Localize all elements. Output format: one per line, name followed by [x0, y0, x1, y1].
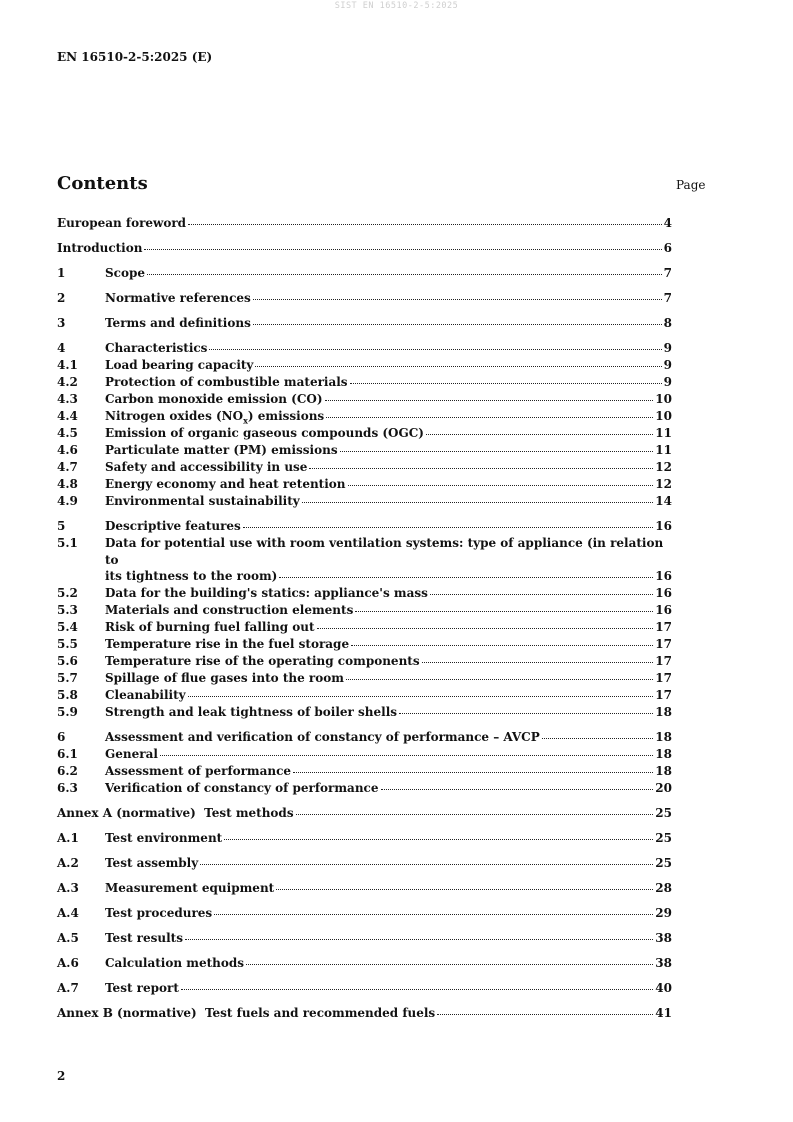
toc-entry-number: 5.5	[57, 637, 78, 652]
toc-entry-page: 16	[655, 603, 672, 618]
toc-entry-a-1[interactable]	[57, 830, 672, 847]
toc-entry-number: 4.5	[57, 426, 78, 440]
toc-entry-page: 6	[663, 241, 672, 256]
toc-entry-6-2[interactable]	[57, 763, 672, 780]
toc-entry-title: Normative references	[105, 291, 251, 306]
page-number: 2	[57, 1069, 66, 1083]
toc-entry-title: Test procedures	[105, 905, 213, 920]
toc-entry-a-5[interactable]	[57, 930, 672, 947]
toc-entry-title: Annex B (normative) Test fuels and recommended fuels	[57, 1006, 436, 1021]
toc-entry-4-2[interactable]	[57, 374, 672, 391]
toc-entry-6-3[interactable]	[57, 780, 672, 797]
toc-entry-number: 5	[57, 518, 66, 533]
dot-leader	[276, 888, 653, 890]
toc-entry-page: 20	[655, 780, 672, 795]
toc-entry-avcp[interactable]	[57, 729, 672, 746]
dot-leader	[340, 450, 654, 452]
toc-entry-page: 16	[655, 586, 672, 601]
toc-entry-number: 4.3	[57, 392, 78, 407]
toc-entry-european-foreword[interactable]	[57, 215, 672, 232]
toc-entry-title: Calculation methods	[105, 956, 245, 971]
toc-entry-page: 9	[663, 341, 672, 356]
toc-entry-5-5[interactable]	[57, 636, 672, 653]
dot-leader	[326, 416, 653, 418]
toc-entry-page: 11	[655, 426, 672, 440]
toc-entry-4-3[interactable]	[57, 391, 672, 408]
toc-entry-page: 38	[655, 931, 672, 946]
dot-leader	[160, 754, 653, 756]
toc-entry-page: 9	[663, 358, 672, 373]
toc-entry-page: 41	[655, 1006, 672, 1021]
toc-entry-number: 4.8	[57, 476, 78, 491]
toc-entry-number: 5.7	[57, 670, 78, 685]
toc-entry-title: Spillage of flue gases into the room	[105, 670, 344, 685]
dot-leader	[296, 813, 654, 815]
toc-entry-number: A.5	[57, 931, 79, 946]
page-column-label: Page	[676, 178, 706, 192]
toc-entry-a-6[interactable]	[57, 955, 672, 972]
dot-leader	[279, 576, 653, 578]
toc-entry-normative-references[interactable]	[57, 290, 672, 307]
dot-leader	[243, 526, 653, 528]
toc-entry-page: 16	[655, 518, 672, 533]
toc-entry-page: 7	[663, 266, 672, 281]
toc-entry-number: 6.3	[57, 780, 78, 795]
toc-entry-descriptive-features[interactable]	[57, 518, 672, 535]
toc-entry-page: 4	[663, 216, 672, 230]
toc-entry-number: 6.1	[57, 746, 78, 761]
toc-entry-title: Energy economy and heat retention	[105, 476, 346, 491]
toc-entry-title: Characteristics	[105, 341, 208, 356]
dot-leader	[426, 433, 653, 435]
toc-entry-characteristics[interactable]	[57, 340, 672, 357]
toc-entry-title: Data for the building's statics: appliance's mass	[105, 586, 428, 601]
contents-title: Contents	[57, 173, 148, 194]
dot-leader	[246, 963, 653, 965]
toc-entry-number: 5.2	[57, 586, 78, 601]
toc-entry-title: Environmental sustainability	[105, 493, 300, 508]
toc-entry-page: 17	[655, 653, 672, 668]
toc-entry-4-5[interactable]	[57, 425, 672, 442]
dot-leader	[350, 382, 662, 384]
toc-entry-4-6[interactable]	[57, 442, 672, 459]
dot-leader	[422, 661, 654, 663]
toc-entry-number: 5.1	[57, 535, 78, 550]
toc-entry-page: 9	[663, 375, 672, 390]
toc-entry-number: 4.6	[57, 442, 78, 457]
toc-entry-4-1[interactable]	[57, 357, 672, 374]
toc-entry-5-2[interactable]	[57, 585, 672, 602]
toc-entry-page: 17	[655, 687, 672, 702]
toc-entry-scope[interactable]	[57, 265, 672, 282]
toc-entry-number: 2	[57, 291, 66, 306]
toc-entry-number: A.6	[57, 956, 79, 971]
toc-entry-a-3[interactable]	[57, 880, 672, 897]
dot-leader	[325, 399, 654, 401]
toc-entry-4-7[interactable]	[57, 459, 672, 476]
toc-entry-number: 5.9	[57, 704, 78, 719]
toc-entry-page: 10	[655, 409, 672, 424]
toc-entry-number: 6	[57, 729, 66, 744]
dot-leader	[430, 593, 653, 595]
toc-entry-title: Assessment of performance	[105, 763, 292, 778]
toc-entry-page: 16	[655, 569, 672, 584]
dot-leader	[188, 695, 654, 697]
toc-entry-title: Test results	[105, 931, 183, 946]
toc-entry-page: 11	[655, 442, 672, 457]
toc-entry-terms-and-definitions[interactable]	[57, 315, 672, 332]
dot-leader	[309, 467, 653, 469]
toc-entry-number: 4.1	[57, 358, 78, 373]
watermark: SIST EN 16510-2-5:2025	[334, 1, 459, 11]
toc-entry-title: Temperature rise in the fuel storage	[105, 637, 350, 652]
dot-leader	[542, 737, 654, 739]
toc-entry-6-1[interactable]	[57, 746, 672, 763]
toc-entry-title: Safety and accessibility in use	[105, 459, 308, 474]
toc-entry-5-3[interactable]	[57, 602, 672, 619]
dot-leader	[437, 1013, 653, 1015]
toc-entry-title-continuation: its tightness to the room)	[105, 569, 278, 584]
toc-entry-title: Terms and definitions	[105, 316, 251, 331]
toc-entry-page: 12	[655, 476, 672, 491]
toc-entry-number: 5.3	[57, 603, 78, 618]
toc-entry-5-1[interactable]	[57, 535, 672, 569]
toc-entry-number: 5.8	[57, 687, 78, 702]
toc-entry-5-9[interactable]	[57, 704, 672, 721]
dot-leader	[255, 365, 661, 367]
toc-entry-title: Test report	[105, 981, 179, 996]
toc-entry-title: Data for potential use with room ventilation systems: type of appliance (in relation to	[105, 535, 664, 567]
toc-entry-page: 14	[655, 493, 672, 508]
toc-entry-annex-b[interactable]	[57, 1005, 672, 1022]
toc-entry-title: Measurement equipment	[105, 880, 275, 895]
toc-entry-number: 1	[57, 266, 66, 281]
toc-entry-page: 25	[655, 830, 672, 845]
dot-leader	[346, 678, 653, 680]
dot-leader	[351, 644, 653, 646]
toc-entry-page: 38	[655, 956, 672, 971]
dot-leader	[399, 712, 653, 714]
toc-entry-title: Verification of constancy of performance	[105, 780, 379, 795]
dot-leader	[302, 501, 654, 503]
toc-entry-a-2[interactable]	[57, 855, 672, 872]
dot-leader	[381, 788, 654, 790]
toc-entry-title: Protection of combustible materials	[105, 375, 348, 390]
toc-entry-introduction[interactable]	[57, 240, 672, 257]
toc-entry-page: 18	[655, 704, 672, 719]
dot-leader	[293, 771, 653, 773]
toc-entry-page: 12	[655, 459, 672, 474]
toc-entry-number: A.3	[57, 880, 79, 895]
table-of-contents	[57, 215, 672, 1022]
dot-leader	[253, 323, 662, 325]
toc-entry-a-7[interactable]	[57, 980, 672, 997]
dot-leader	[348, 484, 654, 486]
toc-entry-title: Carbon monoxide emission (CO)	[105, 392, 323, 407]
toc-entry-page: 7	[663, 291, 672, 306]
toc-entry-5-1-continuation[interactable]	[57, 568, 672, 585]
toc-entry-page: 18	[655, 729, 672, 744]
toc-entry-page: 28	[655, 880, 672, 895]
toc-entry-4-9[interactable]	[57, 493, 672, 510]
toc-entry-page: 18	[655, 763, 672, 778]
toc-entry-title: Test environment	[105, 830, 223, 845]
toc-entry-title: Test assembly	[105, 855, 199, 870]
dot-leader	[214, 913, 653, 915]
toc-entry-page: 17	[655, 670, 672, 685]
toc-entry-title: Annex A (normative) Test methods	[57, 805, 294, 820]
dot-leader	[181, 988, 653, 990]
toc-entry-number: 4.9	[57, 493, 78, 508]
toc-entry-number: 5.4	[57, 620, 78, 635]
toc-entry-title: Emission of organic gaseous compounds (OGC)	[105, 426, 424, 440]
toc-entry-title: Descriptive features	[105, 518, 241, 533]
dot-leader	[144, 248, 661, 250]
toc-entry-a-4[interactable]	[57, 905, 672, 922]
toc-entry-number: 4.4	[57, 409, 78, 424]
toc-entry-title: Risk of burning fuel falling out	[105, 620, 315, 635]
toc-entry-page: 25	[655, 855, 672, 870]
dot-leader	[200, 863, 653, 865]
toc-entry-number: 4.7	[57, 459, 78, 474]
toc-entry-title: General	[105, 746, 158, 761]
toc-entry-number: 5.6	[57, 653, 78, 668]
toc-entry-title: Cleanability	[105, 687, 186, 702]
dot-leader	[147, 273, 662, 275]
toc-entry-title: Scope	[105, 266, 146, 281]
dot-leader	[317, 627, 654, 629]
dot-leader	[188, 223, 662, 225]
toc-entry-5-6[interactable]	[57, 653, 672, 670]
toc-entry-5-8[interactable]	[57, 687, 672, 704]
toc-entry-title: Materials and construction elements	[105, 603, 354, 618]
toc-entry-5-7[interactable]	[57, 670, 672, 687]
toc-entry-title: Strength and leak tightness of boiler shells	[105, 704, 398, 719]
dot-leader	[185, 938, 653, 940]
toc-entry-title: Load bearing capacity	[105, 358, 254, 373]
toc-entry-title: Temperature rise of the operating components	[105, 653, 420, 668]
toc-entry-annex-a[interactable]	[57, 805, 672, 822]
toc-entry-title: Particulate matter (PM) emissions	[105, 442, 338, 457]
toc-entry-title: Nitrogen oxides $(NO_x)$ emissions	[105, 409, 325, 426]
toc-entry-page: 25	[655, 805, 672, 820]
toc-entry-page: 17	[655, 637, 672, 652]
toc-entry-4-8[interactable]	[57, 476, 672, 493]
toc-entry-page: 18	[655, 746, 672, 761]
dot-leader	[253, 298, 662, 300]
toc-entry-page: 10	[655, 392, 672, 407]
toc-entry-5-4[interactable]	[57, 619, 672, 636]
toc-entry-number: A.2	[57, 855, 79, 870]
toc-entry-title: Introduction	[57, 241, 143, 256]
toc-entry-page: 29	[655, 905, 672, 920]
toc-entry-number: A.1	[57, 830, 79, 845]
dot-leader	[209, 348, 661, 350]
dot-leader	[224, 838, 653, 840]
toc-entry-page: 40	[655, 981, 672, 996]
toc-entry-page: 17	[655, 620, 672, 635]
toc-entry-title: Assessment and verification of constancy of performance – AVCP	[105, 729, 540, 744]
toc-entry-number: 3	[57, 316, 66, 331]
toc-entry-number: 4	[57, 341, 66, 356]
dot-leader	[355, 610, 653, 612]
toc-entry-number: A.7	[57, 981, 79, 996]
toc-entry-page: 8	[663, 316, 672, 331]
toc-entry-number: A.4	[57, 905, 79, 920]
toc-entry-number: 4.2	[57, 375, 78, 390]
document-id: EN 16510-2-5:2025 (E)	[57, 50, 213, 64]
toc-entry-4-4[interactable]	[57, 408, 672, 425]
toc-entry-title: European foreword	[57, 216, 187, 230]
toc-entry-number: 6.2	[57, 763, 78, 778]
